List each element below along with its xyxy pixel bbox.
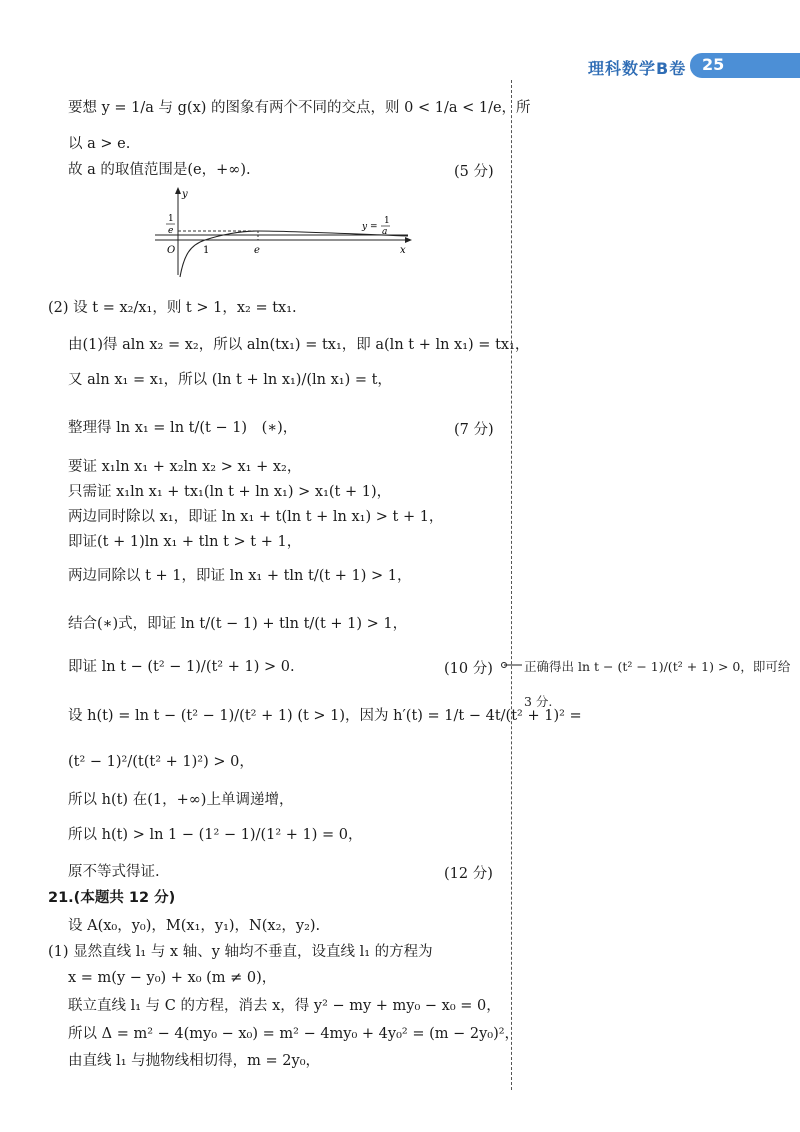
text-line: 所以 Δ = m² − 4(my₀ − x₀) = m² − 4my₀ + 4y₀² = (m − 2y₀)²， xyxy=(68,1026,520,1042)
score-label: (10 分) xyxy=(444,661,493,677)
graph-y-arrow xyxy=(175,187,181,194)
text-line: 两边同除以 t + 1，即证 ln x₁ + tln t/(t + 1) > 1， xyxy=(68,568,412,584)
text-line: (t² − 1)²/(t(t² + 1)²) > 0， xyxy=(68,754,254,770)
text-line: 故 a 的取值范围是(e，+∞). xyxy=(68,162,251,178)
question-heading: 21.(本题共 12 分) xyxy=(48,890,176,906)
score-label: (7 分) xyxy=(454,422,494,438)
text-line: 以 a > e. xyxy=(68,136,131,152)
text-line: 两边同时除以 x₁，即证 ln x₁ + t(ln t + ln x₁) > t + 1， xyxy=(68,509,444,525)
graph-y-label: y xyxy=(182,189,188,200)
score-label: (5 分) xyxy=(454,164,494,180)
text-line: 结合(∗)式，即证 ln t/(t − 1) + tln t/(t + 1) > 1， xyxy=(68,616,408,632)
graph-curve-label-num: 1 xyxy=(384,216,390,226)
text-line: 整理得 ln x₁ = ln t/(t − 1) (∗)， xyxy=(68,420,298,436)
graph-curve-label: y = xyxy=(362,222,378,232)
text-line: 原不等式得证. xyxy=(68,864,160,880)
text-line: 又 aln x₁ = x₁，所以 (ln t + ln x₁)/(ln x₁) = t， xyxy=(68,372,392,388)
text-line: 只需证 x₁ln x₁ + tx₁(ln t + ln x₁) > x₁(t + 1)， xyxy=(68,484,392,500)
graph-tick-1: 1 xyxy=(203,245,210,256)
text-line: 设 A(x₀，y₀)，M(x₁，y₁)，N(x₂，y₂). xyxy=(68,918,321,934)
margin-note-arrow xyxy=(500,660,524,670)
margin-note: 正确得出 ln t − (t² − 1)/(t² + 1) > 0，即可给 xyxy=(524,659,791,674)
page-header-title: 理科数学B卷 xyxy=(588,59,687,78)
margin-note: 3 分. xyxy=(524,694,553,709)
graph-origin-label: O xyxy=(167,245,176,256)
graph-curve-label-den: a xyxy=(382,227,388,237)
text-line: (2) 设 t = x₂/x₁，则 t > 1，x₂ = tx₁. xyxy=(48,300,297,316)
score-label: (12 分) xyxy=(444,866,493,882)
text-line: (1) 显然直线 l₁ 与 x 轴、y 轴均不垂直，设直线 l₁ 的方程为 xyxy=(48,944,433,960)
graph-tick-e: e xyxy=(254,245,260,256)
text-line: 所以 h(t) 在(1，+∞)上单调递增， xyxy=(68,792,294,808)
text-line: 设 h(t) = ln t − (t² − 1)/(t² + 1) (t > 1)，因为 h′(t) = 1/t − 4t/(t² + 1)² = xyxy=(68,708,582,724)
text-line: 由直线 l₁ 与抛物线相切得，m = 2y₀， xyxy=(68,1053,321,1069)
graph-x-label: x xyxy=(400,245,406,256)
function-graph xyxy=(150,185,415,280)
text-line: 联立直线 l₁ 与 C 的方程，消去 x，得 y² − my + my₀ − x₀ = 0， xyxy=(68,998,501,1014)
graph-curve xyxy=(180,231,408,277)
graph-x-arrow xyxy=(405,237,412,243)
text-line: 要想 y = 1/a 与 g(x) 的图象有两个不同的交点，则 0 < 1/a < 1/e，所 xyxy=(68,100,531,116)
text-line: 即证 ln t − (t² − 1)/(t² + 1) > 0. xyxy=(68,659,295,675)
text-line: 所以 h(t) > ln 1 − (1² − 1)/(1² + 1) = 0， xyxy=(68,827,363,843)
text-line: x = m(y − y₀) + x₀ (m ≠ 0)， xyxy=(68,970,277,986)
text-line: 由(1)得 aln x₂ = x₂，所以 aln(tx₁) = tx₁，即 a(ln t + ln x₁) = tx₁， xyxy=(68,337,530,353)
text-line: 即证(t + 1)ln x₁ + tln t > t + 1， xyxy=(68,534,302,550)
text-line: 要证 x₁ln x₁ + x₂ln x₂ > x₁ + x₂， xyxy=(68,459,302,475)
page-number: 25 xyxy=(702,55,725,74)
graph-ytick-num: 1 xyxy=(168,214,174,224)
column-divider xyxy=(511,80,512,1090)
graph-ytick-den: e xyxy=(168,226,174,236)
